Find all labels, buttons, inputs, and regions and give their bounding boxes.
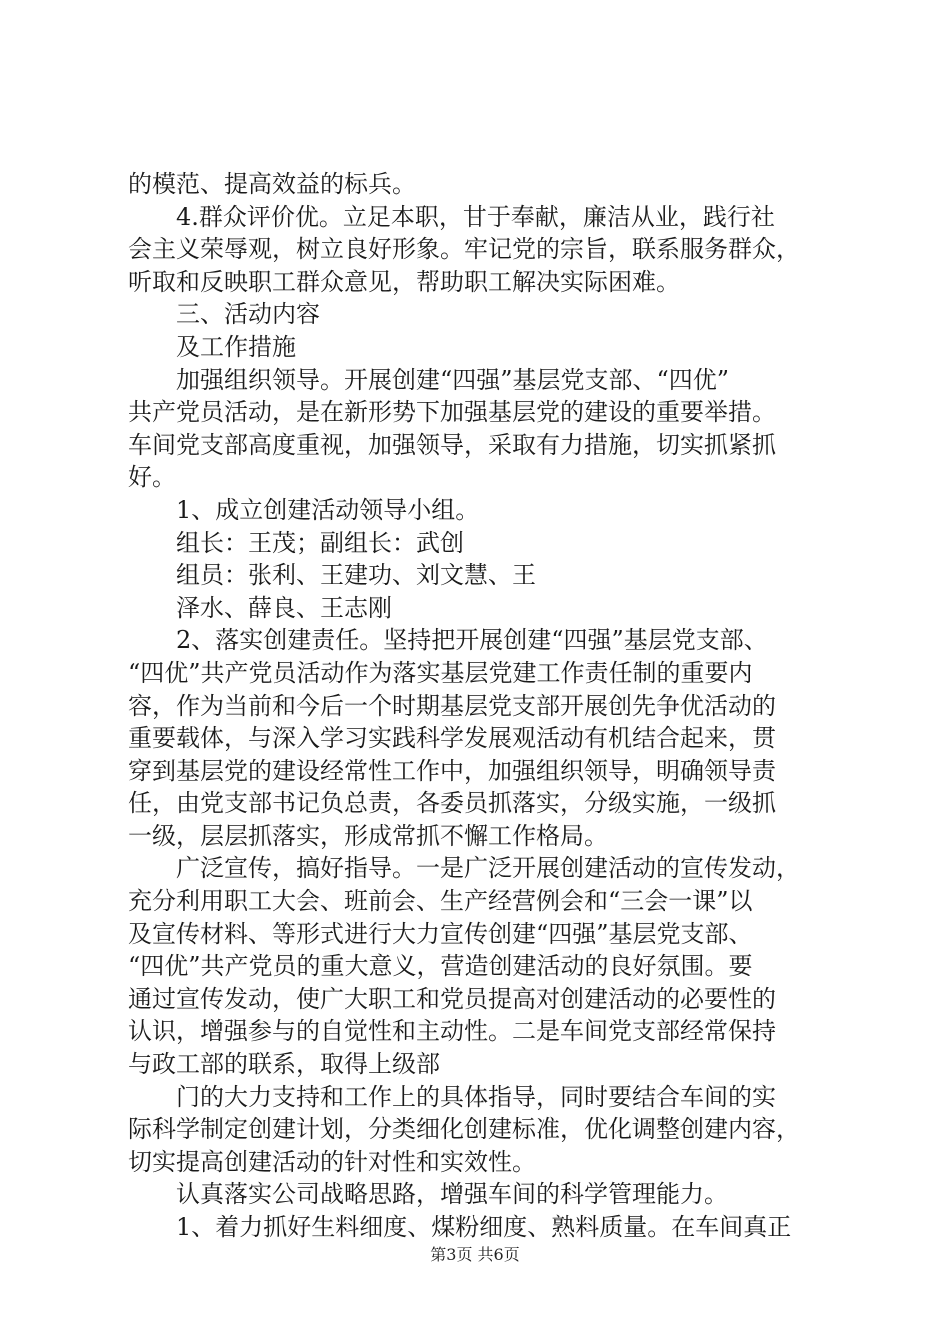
text-line: 一级，层层抓落实，形成常抓不懈工作格局。 [128,821,608,850]
text-line: 容，作为当前和今后一个时期基层党支部开展创先争优活动的 [128,691,776,720]
text-line: 的模范、提高效益的标兵。 [128,170,416,198]
page-footer: 第3页 共6页 [430,1245,520,1264]
document-body [128,168,834,1244]
text-line: 组长：王茂；副组长：武创 [176,528,464,557]
text-line: 重要载体，与深入学习实践科学发展观活动有机结合起来，贯 [128,724,776,753]
text-line: 泽水、薛良、王志刚 [176,593,392,622]
text-line: 好。 [128,463,176,492]
text-line: 1、着力抓好生料细度、煤粉细度、熟料质量。在车间真正 [176,1213,792,1241]
text-line: 车间党支部高度重视，加强领导，采取有力措施，切实抓紧抓 [128,430,776,459]
text-line: “四优”共产党员的重大意义，营造创建活动的良好氛围。要 [128,952,753,981]
text-line: 认真落实公司战略思路，增强车间的科学管理能力。 [176,1180,728,1209]
text-line: 2、落实创建责任。坚持把开展创建“四强”基层党支部、 [176,626,768,655]
text-line: 会主义荣辱观，树立良好形象。牢记党的宗旨，联系服务群众， [128,235,800,264]
text-line: 组员：张利、王建功、刘文慧、王 [176,561,536,590]
text-line: 任，由党支部书记负总责，各委员抓落实，分级实施，一级抓 [128,789,776,818]
text-line: 充分利用职工大会、班前会、生产经营例会和“三会一课”以 [128,887,753,916]
text-line: 与政工部的联系，取得上级部 [128,1050,440,1079]
text-line: 1、成立创建活动领导小组。 [176,495,480,524]
text-line: “四优”共产党员活动作为落实基层党建工作责任制的重要内 [128,658,753,687]
text-line: 门的大力支持和工作上的具体指导，同时要结合车间的实 [176,1082,776,1111]
text-line: 穿到基层党的建设经常性工作中，加强组织领导，明确领导责 [128,756,776,785]
text-line: 4.群众评价优。立足本职，甘于奉献，廉洁从业，践行社 [176,202,775,231]
text-line: 切实提高创建活动的针对性和实效性。 [128,1147,536,1176]
text-line: 际科学制定创建计划，分类细化创建标准，优化调整创建内容， [128,1115,800,1144]
text-line: 及工作措施 [176,332,296,361]
text-line: 三、活动内容 [176,300,320,329]
text-line: 通过宣传发动，使广大职工和党员提高对创建活动的必要性的 [128,984,776,1013]
text-line: 加强组织领导。开展创建“四强”基层党支部、“四优” [176,365,730,394]
text-line: 听取和反映职工群众意见，帮助职工解决实际困难。 [128,267,680,296]
text-line: 共产党员活动，是在新形势下加强基层党的建设的重要举措。 [128,398,776,427]
text-line: 认识，增强参与的自觉性和主动性。二是车间党支部经常保持 [128,1017,776,1046]
text-line: 广泛宣传，搞好指导。一是广泛开展创建活动的宣传发动， [176,854,800,883]
text-line: 及宣传材料、等形式进行大力宣传创建“四强”基层党支部、 [128,919,753,948]
